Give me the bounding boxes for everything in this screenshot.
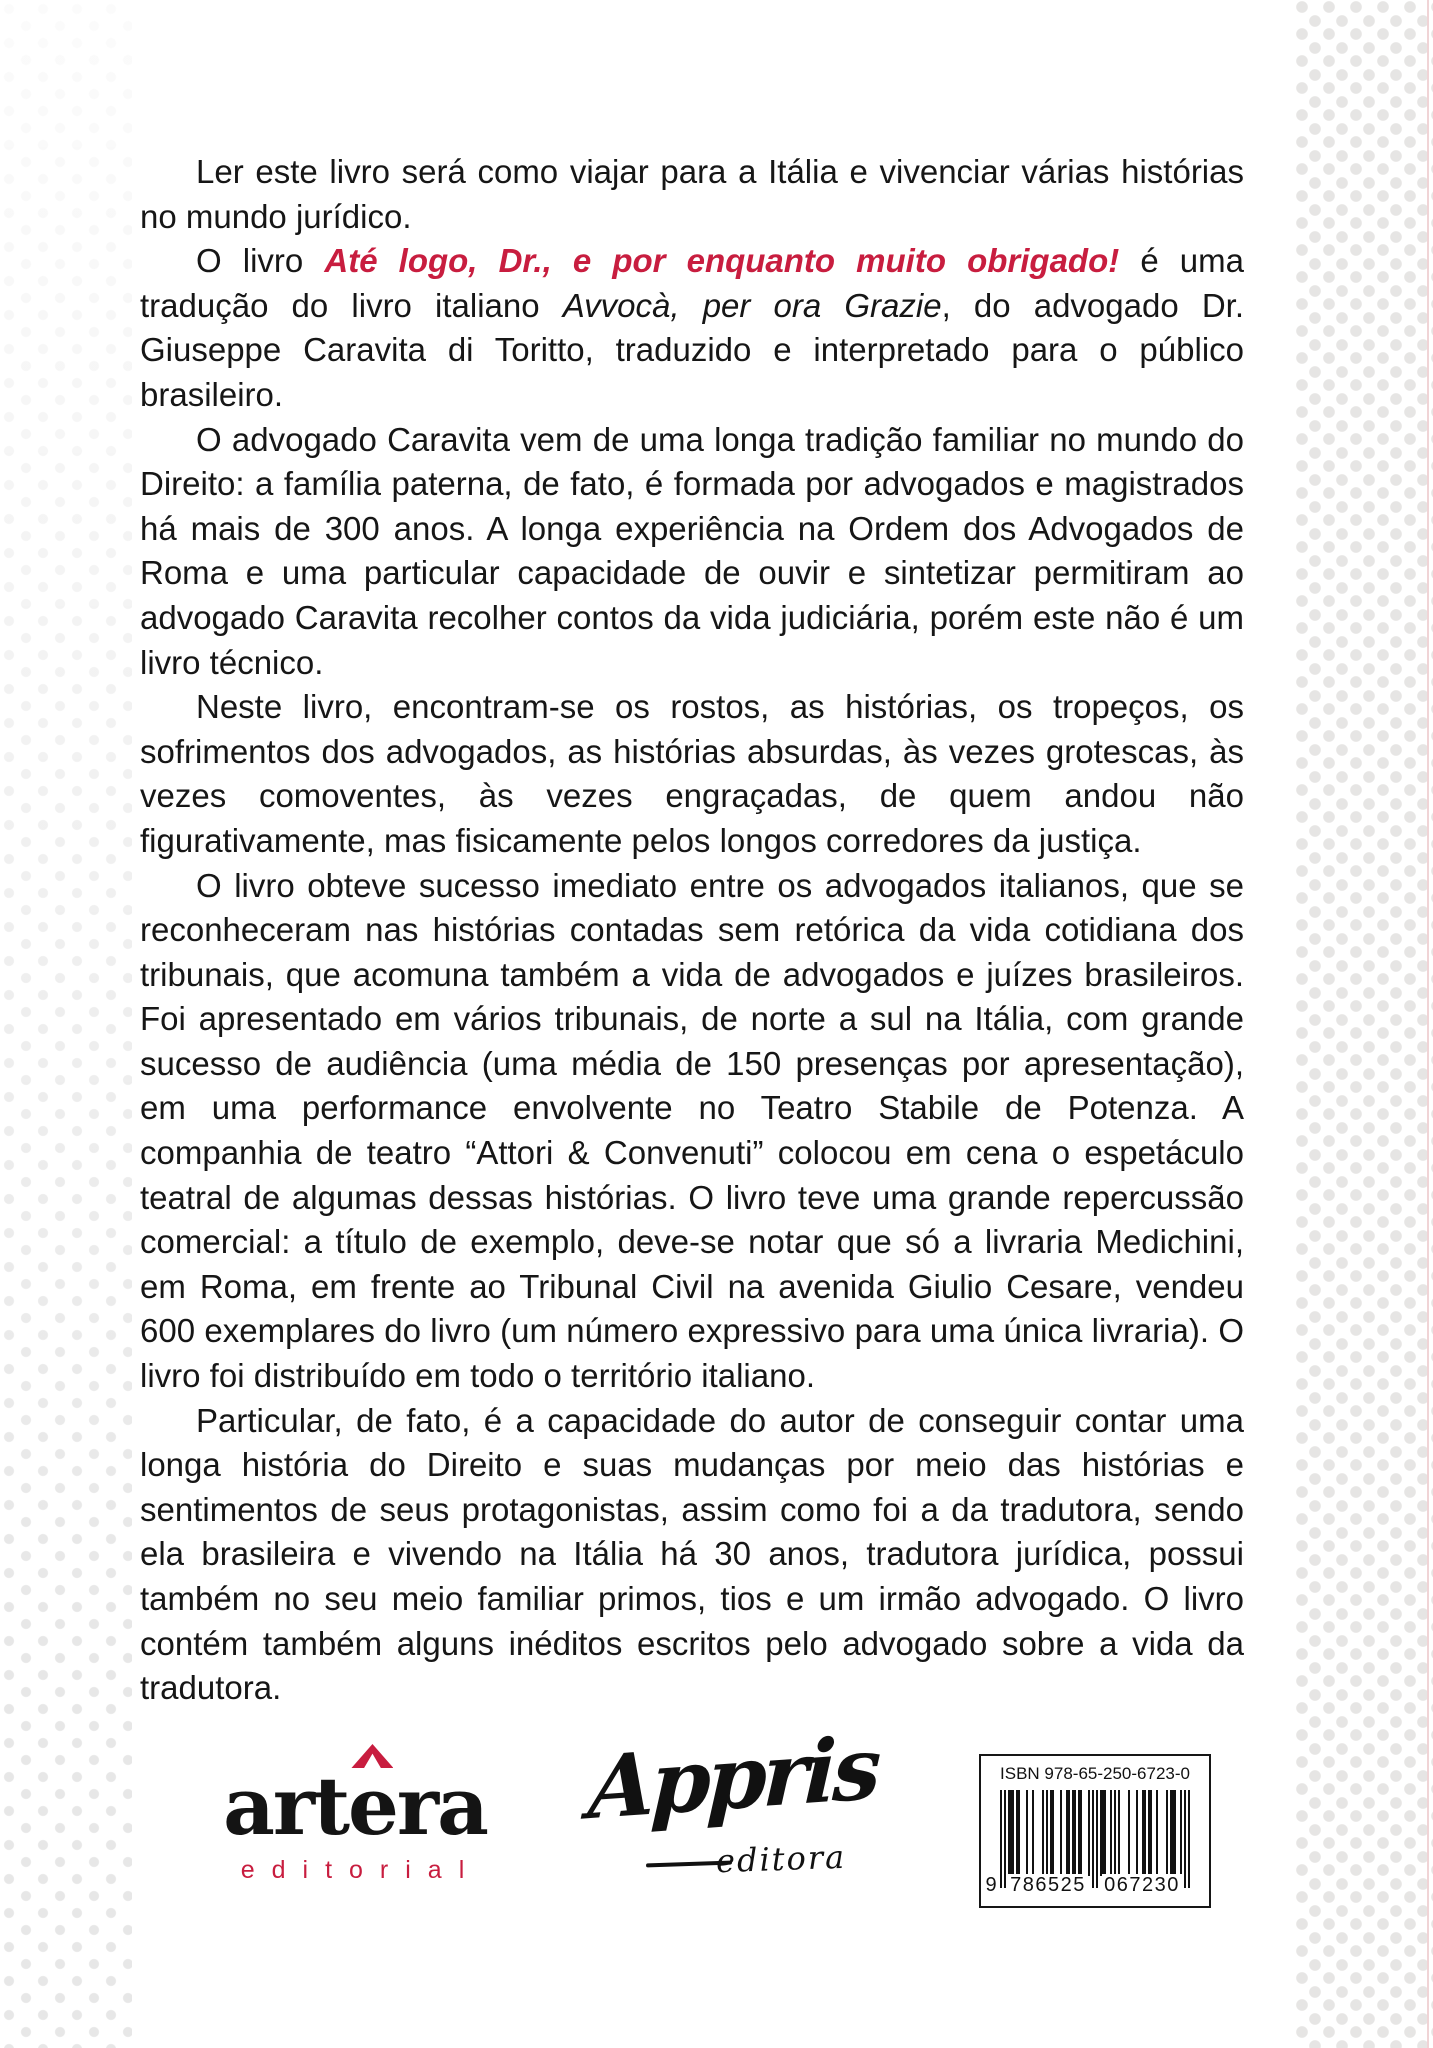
spine-fold-line [1427,0,1429,2048]
paragraph-text: O livro [196,242,325,280]
isbn-number-label: ISBN 978-65-250-6723-0 [1000,1764,1190,1783]
artera-letters: art [223,1759,349,1853]
barcode-digit-group: 786525 [1008,1874,1088,1897]
original-title-italic: Avvocà, per ora Grazie [562,286,942,324]
body-paragraph-3: O advogado Caravita vem de uma longa tradição familiar no mundo do Direito: a família paterna, de fato, é formada por advogados e magistrados há mais de 300 anos. A longa experiência na Ordem dos Advogados de Roma e uma particular capacidade de ouvir e sintetizar permitiram ao advogado Caravita recolher contos da vida judiciária, porém este não é um livro técnico. [140,420,1244,681]
dot-pattern-right [1295,0,1433,2048]
appris-wordmark: Appris [586,1717,879,1840]
barcode-digit-group: 067230 [1102,1874,1182,1897]
book-title-red: Até logo, Dr., e por enquanto muito obrigado! [324,242,1120,280]
body-paragraph-6: Particular, de fato, é a capacidade do autor de conseguir contar uma longa história do Direito e suas mudanças por meio das histórias e sentimentos de seus protagonistas, assim como foi a da tradutora, sendo ela brasileira e vivendo na Itália há 30 anos, tradutora jurídica, possui também no seu meio familiar primos, tios e um irmão advogado. O livro contém também alguns inéditos escritos pelo advogado sobre a vida da tradutora. [140,1401,1244,1707]
appris-editora-label: editora [715,1837,847,1881]
paragraph-text: , do advogado Dr. Giuseppe Caravita di Toritto, traduzido e interpretado para o público brasileiro. [140,286,1244,413]
artera-wordmark [203,1759,507,1853]
appris-logo [586,1717,898,1916]
artera-letters: e [348,1759,397,1853]
isbn-barcode [979,1754,1211,1908]
body-paragraph-5: O livro obteve sucesso imediato entre os advogados italianos, que se reconheceram nas histórias contadas sem retórica da vida cotidiana dos tribunais, que acomuna também a vida de advogados e juízes brasileiros. Foi apresentado em vários tribunais, de norte a sul na Itália, com grande sucesso de audiência (uma média de 150 presenças por apresentação), em uma performance envolvente no Teatro Stabile de Potenza. A companhia de teatro “Attori & Convenuti” colocou em cena o espetáculo teatral de algumas dessas histórias. O livro teve uma grande repercussão comercial: a título de exemplo, deve-se notar que só a livraria Medichini, em Roma, em frente ao Tribunal Civil na avenida Giulio Cesare, vendeu 600 exemplares do livro (um número expressivo para uma única livraria). O livro foi distribuído em todo o território italiano. [140,866,1244,1395]
artera-letters: ra [396,1759,487,1853]
body-paragraph-1: Ler este livro será como viajar para a Itália e vivenciar várias histórias no mundo jurídico. [140,153,1244,235]
artera-logo [203,1759,507,1885]
back-cover-text [140,150,1244,1711]
dot-pattern-left [0,0,132,2048]
artera-e [348,1759,397,1853]
body-paragraph-2 [140,239,1244,417]
body-paragraph-4: Neste livro, encontram-se os rostos, as histórias, os tropeços, os sofrimentos dos advogados, as histórias absurdas, às vezes grotescas, às vezes comoventes, às vezes engraçadas, de quem andou não figurativamente, mas fisicamente pelos longos corredores da justiça. [140,688,1244,859]
barcode-digit-group: 9 [983,1874,999,1897]
paragraph-text: é uma tradução do livro italiano [140,242,1245,324]
artera-editorial-label: editorial [240,1856,482,1884]
